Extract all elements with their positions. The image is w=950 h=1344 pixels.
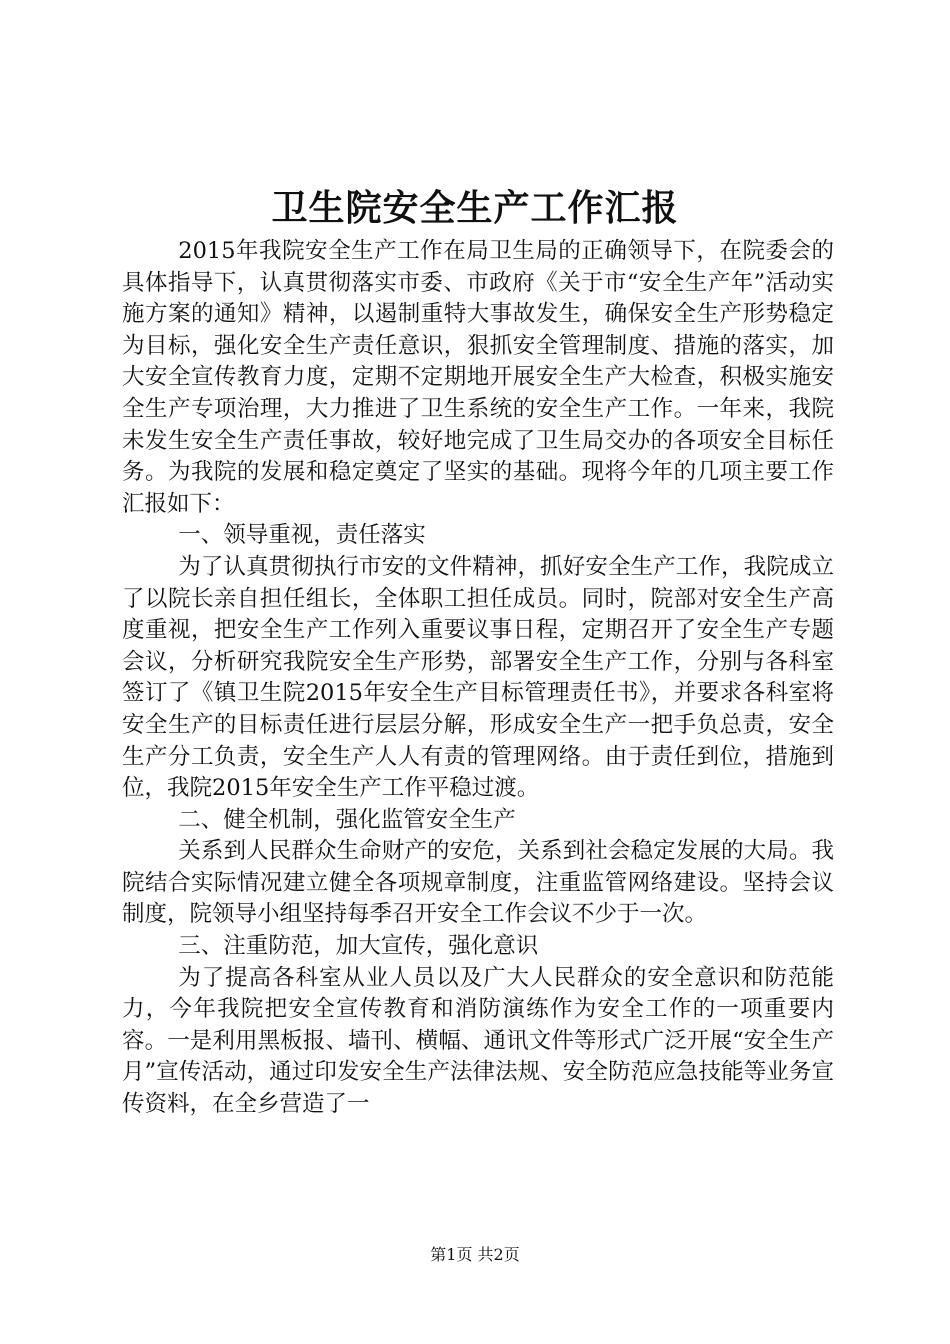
section-heading-3: 三、注重防范，加大宣传，强化意识: [178, 933, 539, 960]
document-body: [122, 236, 834, 1121]
intro-paragraph: 2015年我院安全生产工作在局卫生局的正确领导下，在院委会的具体指导下，认真贯彻落实市委、市政府《关于市“安全生产年”活动实施方案的通知》精神，以遏制重特大事故发生，确保安全生产形势稳定为目标，强化安全生产责任意识，狠抓安全管理制度、措施的落实，加大安全宣传教育力度，定期不定期地开展安全生产大检查，积极实施安全生产专项治理，大力推进了卫生系统的安全生产工作。一年来，我院未发生安全生产责任事故，较好地完成了卫生局交办的各项安全目标任务。为我院的发展和稳定奠定了坚实的基础。现将今年的几项主要工作汇报如下：: [122, 238, 834, 517]
section-paragraph-1: 为了认真贯彻执行市安的文件精神，抓好安全生产工作，我院成立了以院长亲自担任组长，全体职工担任成员。同时，院部对安全生产高度重视，把安全生产工作列入重要议事日程，定期召开了安全生产专题会议，分析研究我院安全生产形势，部署安全生产工作，分别与各科室签订了《镇卫生院2015年安全生产目标管理责任书》，并要求各科室将安全生产的目标责任进行层层分解，形成安全生产一把手负总责，安全生产分工负责，安全生产人人有责的管理网络。由于责任到位，措施到位，我院2015年安全生产工作平稳过渡。: [122, 553, 834, 802]
document-title: 卫生院安全生产工作汇报: [271, 187, 679, 229]
page-footer: 第1页 共2页: [430, 1245, 520, 1264]
section-heading-2: 二、健全机制，强化监管安全生产: [178, 806, 516, 833]
section-heading-1: 一、领导重视，责任落实: [178, 522, 426, 549]
section-paragraph-3: 为了提高各科室从业人员以及广大人民群众的安全意识和防范能力，今年我院把安全宣传教育和消防演练作为安全工作的一项重要内容。一是利用黑板报、墙刊、横幅、通讯文件等形式广泛开展“安全生产月”宣传活动，通过印发安全生产法律法规、安全防范应急技能等业务宣传资料，在全乡营造了一: [122, 964, 834, 1118]
section-paragraph-2: 关系到人民群众生命财产的安危，关系到社会稳定发展的大局。我院结合实际情况建立健全各项规章制度，注重监管网络建设。坚持会议制度，院领导小组坚持每季召开安全工作会议不少于一次。: [122, 838, 834, 928]
